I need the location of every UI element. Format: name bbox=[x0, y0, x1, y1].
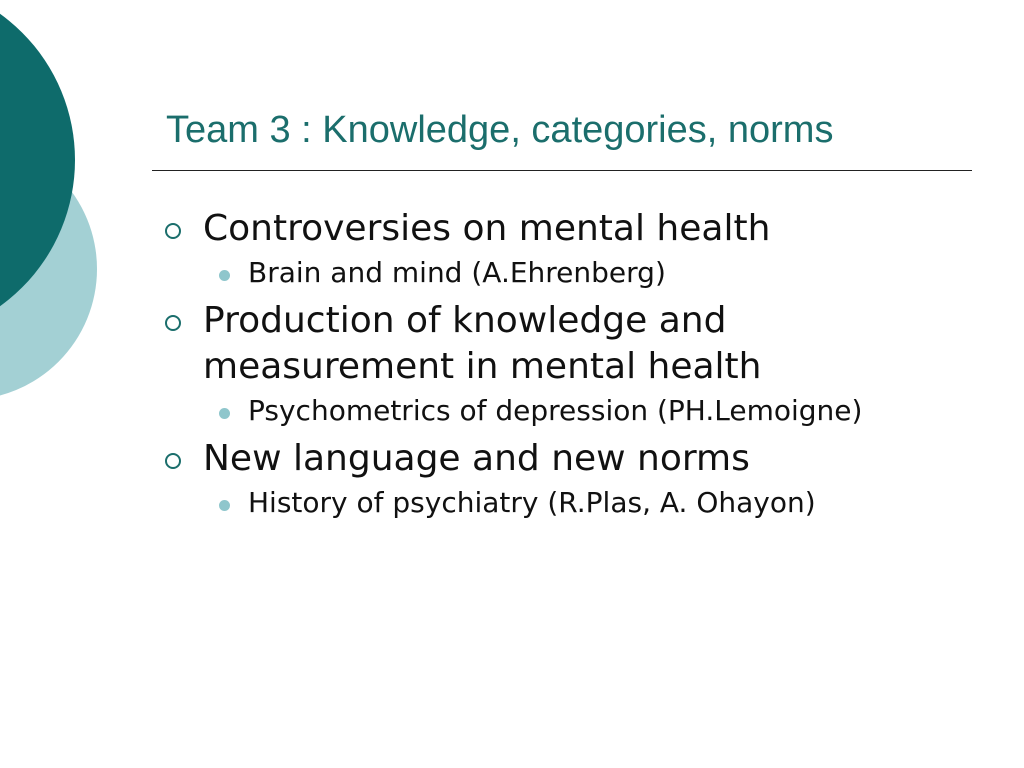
dot-bullet-icon bbox=[219, 270, 230, 281]
dot-bullet-icon bbox=[219, 408, 230, 419]
sub-bullet-item bbox=[165, 392, 865, 430]
sub-bullet-item bbox=[165, 484, 865, 522]
bullet-text: New language and new norms bbox=[203, 438, 750, 479]
bullet-list bbox=[165, 206, 865, 522]
hollow-circle-bullet-icon bbox=[165, 315, 181, 331]
hollow-circle-bullet-icon bbox=[165, 223, 181, 239]
dot-bullet-icon bbox=[219, 500, 230, 511]
bullet-item bbox=[165, 436, 865, 482]
bullet-item bbox=[165, 298, 865, 390]
sub-bullet-text: Psychometrics of depression (PH.Lemoigne) bbox=[248, 394, 863, 427]
hollow-circle-bullet-icon bbox=[165, 453, 181, 469]
bullet-text: Production of knowledge and measurement in mental health bbox=[203, 300, 762, 387]
sub-bullet-text: Brain and mind (A.Ehrenberg) bbox=[248, 256, 666, 289]
bullet-text: Controversies on mental health bbox=[203, 208, 771, 249]
sub-bullet-item bbox=[165, 254, 865, 292]
sub-bullet-text: History of psychiatry (R.Plas, A. Ohayon) bbox=[248, 486, 816, 519]
title-divider bbox=[152, 170, 972, 171]
slide-title: Team 3 : Knowledge, categories, norms bbox=[166, 109, 834, 151]
bullet-item bbox=[165, 206, 865, 252]
